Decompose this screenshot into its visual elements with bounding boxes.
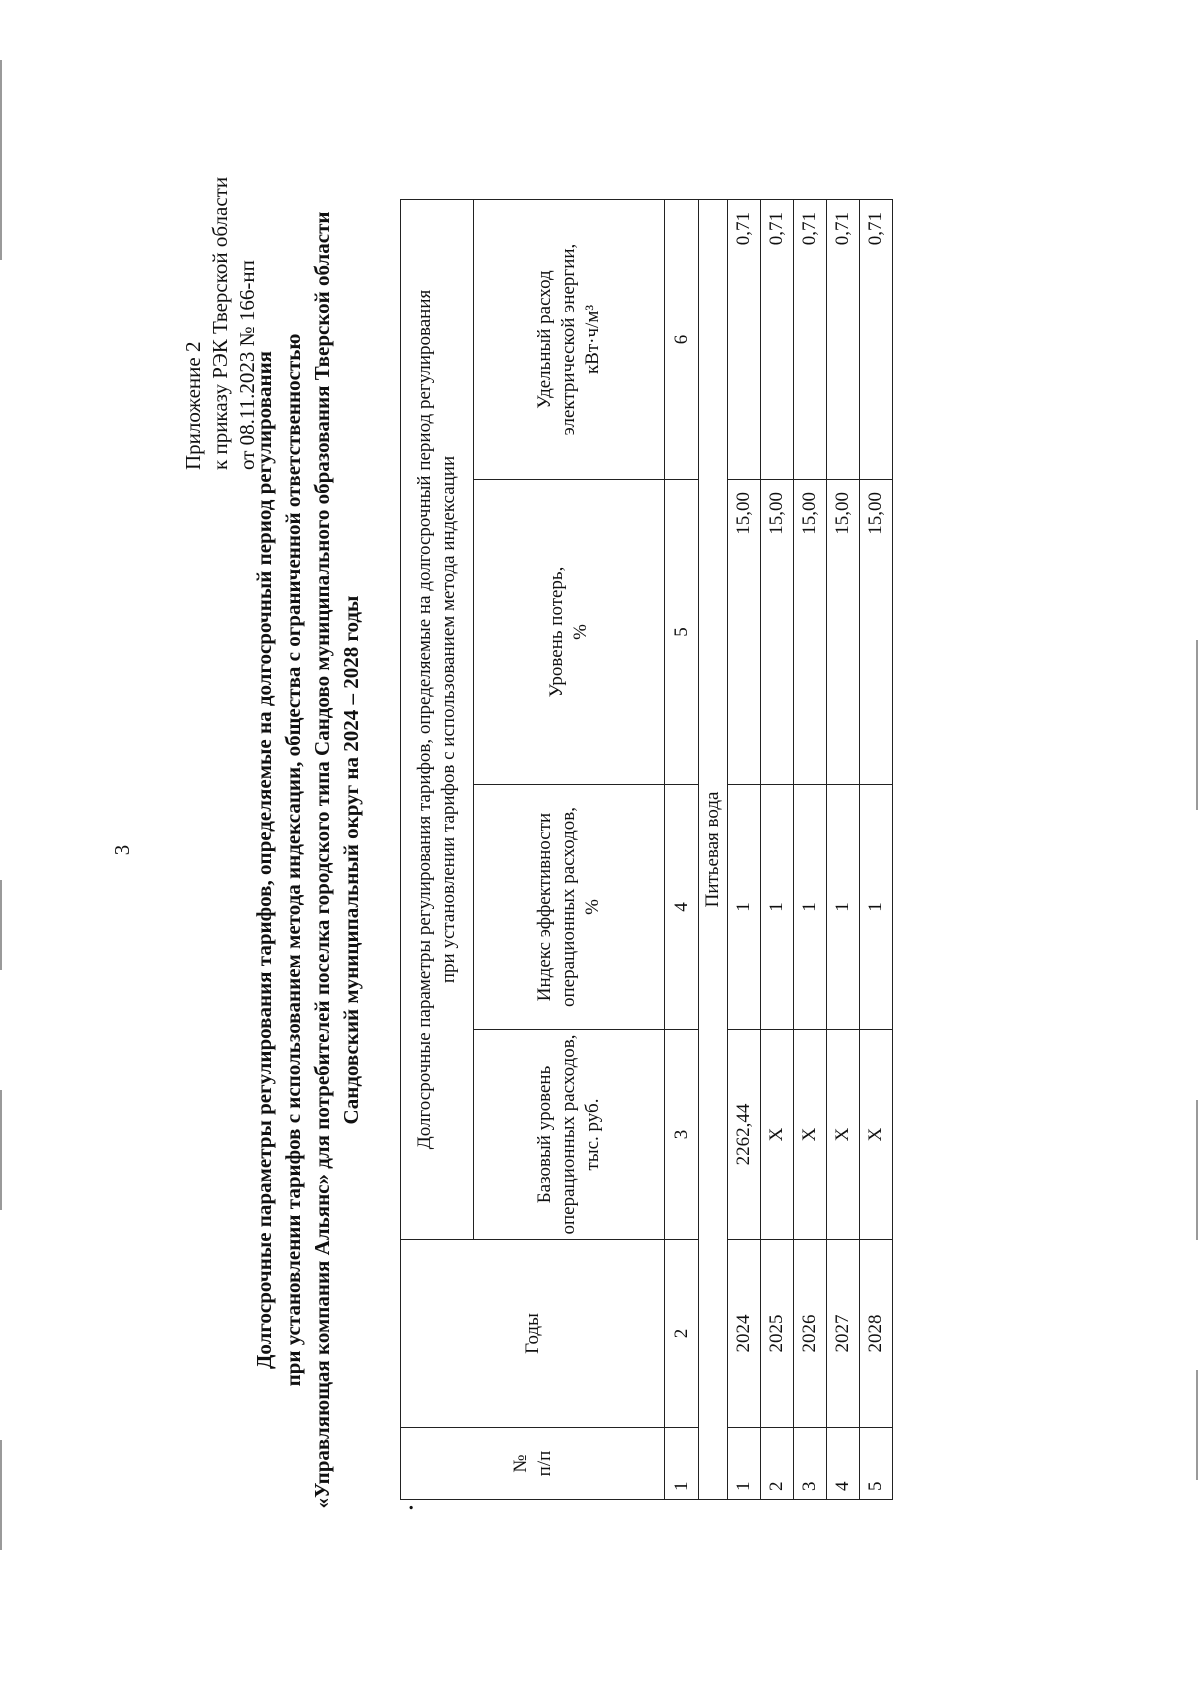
header-text: операционных расходов, — [558, 1034, 579, 1235]
scan-edge-line — [1196, 640, 1198, 810]
scan-edge-line — [0, 1090, 2, 1210]
header-cell-group — [401, 199, 474, 1239]
column-number: 5 — [665, 480, 699, 785]
appendix-line: Приложение 2 — [181, 341, 205, 470]
cell-efficiency-index: 1 — [761, 785, 794, 1030]
header-cell-loss-level — [474, 480, 665, 785]
header-text: п/п — [533, 1450, 555, 1477]
cell-base-opex: X — [761, 1030, 794, 1240]
scan-edge-line — [1196, 1370, 1198, 1480]
cell-loss-level: 15,00 — [794, 480, 827, 785]
table-row — [728, 199, 761, 1499]
cell-year: 2025 — [761, 1240, 794, 1428]
cell-efficiency-index: 1 — [860, 785, 893, 1030]
bullet-mark: • — [405, 1505, 420, 1510]
cell-energy-use: 0,71 — [860, 199, 893, 479]
table-row — [860, 199, 893, 1499]
cell-loss-level: 15,00 — [728, 480, 761, 785]
cell-no: 2 — [761, 1428, 794, 1500]
cell-no: 5 — [860, 1428, 893, 1500]
cell-loss-level: 15,00 — [827, 480, 860, 785]
header-text: кВт·ч/м³ — [582, 304, 603, 375]
header-text: при установлении тарифов с использованием метода индексации — [438, 455, 459, 984]
document-title — [250, 210, 366, 1510]
header-text: Годы — [521, 1313, 543, 1354]
header-cell-no — [401, 1428, 665, 1500]
cell-loss-level: 15,00 — [761, 480, 794, 785]
header-text: № — [509, 1454, 531, 1473]
column-numbers-row — [665, 199, 699, 1499]
appendix-line: к приказу РЭК Тверской области — [208, 176, 232, 470]
scan-edge-line — [0, 60, 2, 260]
header-text: электрической энергии, — [558, 243, 579, 436]
header-text: операционных расходов, — [558, 807, 579, 1007]
title-line: при установлении тарифов с использованием метода индексации, общества с ограниченной ответственностью — [281, 333, 305, 1387]
appendix-note — [180, 177, 261, 470]
cell-base-opex: X — [860, 1030, 893, 1240]
cell-year: 2027 — [827, 1240, 860, 1428]
cell-year: 2024 — [728, 1240, 761, 1428]
column-number: 3 — [665, 1030, 699, 1240]
table-row — [794, 199, 827, 1499]
header-text: тыс. руб. — [582, 1098, 603, 1171]
section-row — [699, 199, 728, 1499]
table-row — [761, 199, 794, 1499]
header-cell-years — [401, 1240, 665, 1428]
cell-year: 2028 — [860, 1240, 893, 1428]
page-number: 3 — [110, 844, 134, 856]
header-text: Базовый уровень — [534, 1065, 555, 1204]
cell-year: 2026 — [794, 1240, 827, 1428]
cell-no: 3 — [794, 1428, 827, 1500]
cell-base-opex: X — [827, 1030, 860, 1240]
cell-energy-use: 0,71 — [761, 199, 794, 479]
header-text: Долгосрочные параметры регулирования тарифов, определяемые на долгосрочный период регулирования — [414, 289, 435, 1150]
column-number: 1 — [665, 1428, 699, 1500]
header-text: Индекс эффективности — [534, 812, 555, 1002]
header-cell-base-opex — [474, 1030, 665, 1240]
header-text: Уровень потерь, — [546, 566, 567, 698]
table-row — [827, 199, 860, 1499]
scan-edge-line — [1196, 1100, 1198, 1240]
title-line: Сандовский муниципальный округ на 2024 – 2028 годы — [339, 595, 363, 1125]
header-cell-efficiency-index — [474, 785, 665, 1030]
title-line: «Управляющая компания Альянс» для потребителей поселка городского типа Сандово муниципального образования Тверской области — [310, 211, 334, 1509]
cell-base-opex: 2262,44 — [728, 1030, 761, 1240]
section-title: Питьевая вода — [699, 199, 728, 1499]
cell-no: 4 — [827, 1428, 860, 1500]
parameters-table — [400, 199, 893, 1500]
cell-no: 1 — [728, 1428, 761, 1500]
cell-efficiency-index: 1 — [827, 785, 860, 1030]
cell-loss-level: 15,00 — [860, 480, 893, 785]
table-header-row — [401, 199, 474, 1499]
header-text: % — [582, 899, 603, 915]
appendix-line: от 08.11.2023 № 166-нп — [235, 260, 259, 470]
header-text: % — [570, 624, 591, 640]
cell-efficiency-index: 1 — [728, 785, 761, 1030]
cell-energy-use: 0,71 — [827, 199, 860, 479]
rotated-page — [100, 100, 1100, 1600]
cell-base-opex: X — [794, 1030, 827, 1240]
header-cell-energy-use — [474, 199, 665, 479]
title-line: Долгосрочные параметры регулирования тарифов, определяемые на долгосрочный период регулирования — [252, 350, 276, 1370]
cell-efficiency-index: 1 — [794, 785, 827, 1030]
column-number: 2 — [665, 1240, 699, 1428]
column-number: 6 — [665, 199, 699, 479]
cell-energy-use: 0,71 — [794, 199, 827, 479]
cell-energy-use: 0,71 — [728, 199, 761, 479]
column-number: 4 — [665, 785, 699, 1030]
scan-edge-line — [0, 880, 2, 970]
scan-edge-line — [0, 1440, 2, 1550]
header-text: Удельный расход — [534, 270, 555, 409]
